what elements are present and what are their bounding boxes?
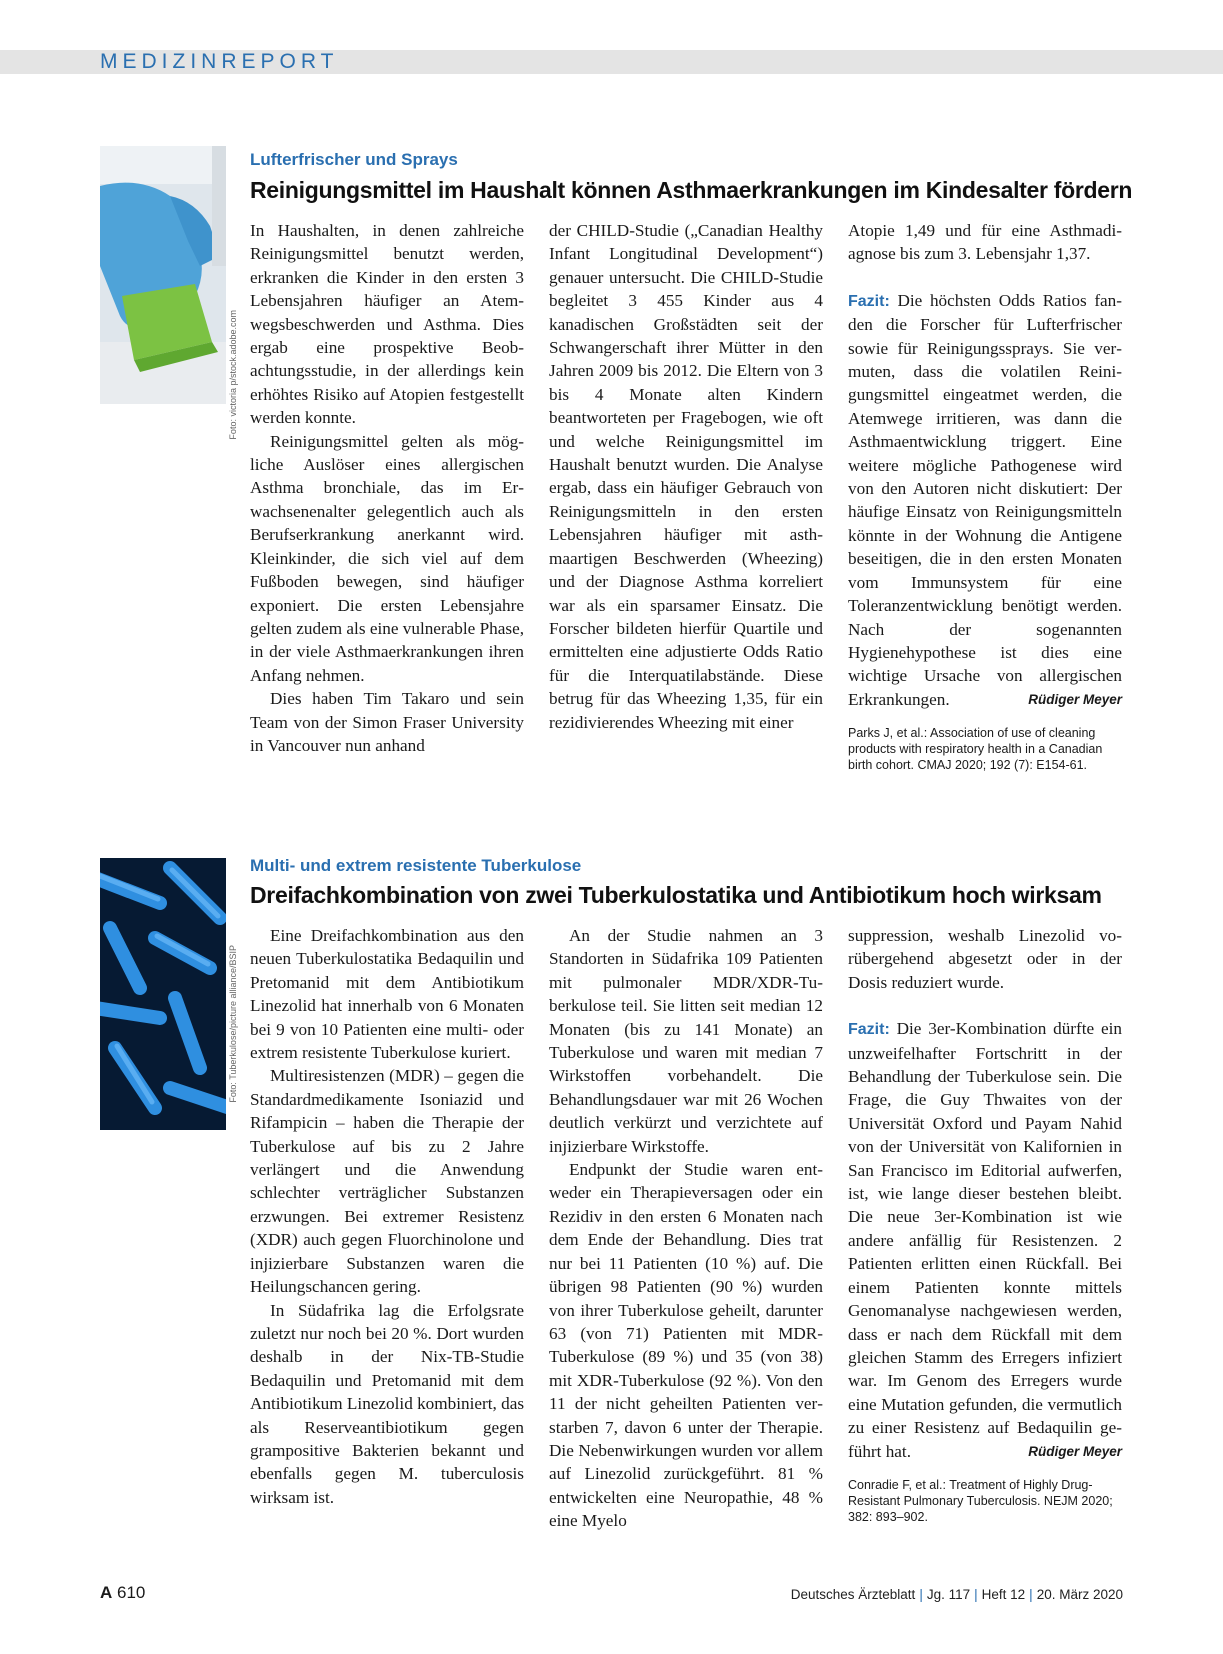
page-prefix: A bbox=[100, 1583, 113, 1602]
article-headline: Reinigungsmittel im Haushalt können Asthmaerkrankungen im Kindesalter fördern bbox=[250, 177, 1133, 203]
article-kicker: Lufterfrischer und Sprays bbox=[250, 150, 458, 169]
separator: | bbox=[919, 1587, 923, 1602]
paragraph: In Südafrika lag die Erfolgsrate zuletzt nur noch bei 20 %. Dort wurden deshalb in der Nix-TB-Studie Bedaquilin und Pretomanid mit dem Antibiotikum Linezolid kombiniert, das als Reserveantibiotikum gegen grampositive Bakterien bekannt und ebenfalls gegen M. tuberculosis wirksam ist. bbox=[250, 1300, 525, 1507]
section-label: MEDIZINREPORT bbox=[100, 50, 339, 73]
reference: Parks J, et al.: Association of use of cleaning products with respiratory health in a Canadian birth cohort. CMAJ 2020; 192 (7): E154-61. bbox=[848, 726, 1103, 773]
paragraph: Multiresistenzen (MDR) – gegen die Standardmedikamente Isoniazid und Rifampicin – haben die Therapie der Tuberkulose auf bis zu 2 Jahre verlängert und die Anwendung schlechter verträglicher Substanzen erzwungen. Bei extremer Resistenz (XDR) auch gegen Fluorchinolone und injizierbare Substanzen waren die Heilungschancen gering. bbox=[250, 1066, 524, 1297]
separator: | bbox=[974, 1587, 978, 1602]
separator: | bbox=[1029, 1587, 1033, 1602]
journal-name: Deutsches Ärzteblatt bbox=[790, 1587, 916, 1602]
tuberculosis-bacteria-photo bbox=[100, 858, 226, 1130]
photo-credit: Foto: victoria p/stock.adobe.com bbox=[228, 310, 238, 440]
fazit-label: Fazit: bbox=[848, 1021, 890, 1039]
fazit-paragraph bbox=[848, 1017, 1122, 1463]
page-number-value: 610 bbox=[117, 1583, 146, 1602]
photo-credit: Foto: Tuberkulose/picture alliance/BSIP bbox=[228, 945, 238, 1103]
reference: Conradie F, et al.: Treatment of Highly Drug-Resistant Pulmonary Tuberculosis. NEJM 2020; 382: 893–902. bbox=[848, 1477, 1113, 1524]
cleaning-glove-photo bbox=[100, 146, 226, 404]
author: Rüdiger Meyer bbox=[1028, 691, 1122, 707]
date: 20. März 2020 bbox=[1036, 1587, 1123, 1602]
issue: Heft 12 bbox=[981, 1587, 1026, 1602]
volume: Jg. 117 bbox=[926, 1587, 971, 1602]
article-column bbox=[848, 924, 1122, 1525]
journal-info bbox=[791, 1587, 1123, 1602]
article-column bbox=[848, 219, 1122, 773]
paragraph: Reinigungsmittel gelten als mögliche Auslöser eines allergischen Asthma bronchiale, das im Erwachsenenalter gelegentlich auch als Berufserkrankung anerkannt wird. Kleinkinder, die sich viel auf dem Fußboden bewegen, sind häufiger exponiert. Die ersten Lebensjahre gelten zudem als eine vulnerable Phase, in der viele Asthmaerkrankungen ihren Anfang nehmen. bbox=[250, 431, 524, 685]
author: Rüdiger Meyer bbox=[1028, 1443, 1122, 1459]
fazit-text: Die höchsten Odds Ratios fanden die Forscher für Lufterfrischer sowie für Reinigungssprays. Sie vermuten, dass die volatilen Reinigungsmittel eingeatmet werden, die Atemwege irritieren, was dann die Asthmaentwicklung triggert. Eine weitere mögliche Pathogenese wird von den Autoren nicht diskutiert: Der häufige Einsatz von Reinigungsmitteln könnte in der Wohnung die Antigene beseitigen, die in den ersten Monaten vom Immunsystem für eine Toleranzentwicklung benötigt werden. Nach der sogenannten Hygienehypothese ist dies eine wichtige Ursache von allergischen Erkrankungen. bbox=[848, 290, 1122, 709]
paragraph: Endpunkt der Studie waren entweder ein Therapieversagen oder ein Rezidiv in den ersten 6 Monaten nach dem Ende der Behandlung. Dies trat nur bei 11 Patienten (10 %) auf. Die übrigen 98 Patienten (90 %) wurden von ihrer Tuberkulose geheilt, darunter 63 (von 71) Patienten mit MDR-Tuberkulose (89 %) und 35 (von 38) mit XDR-Tuberkulose (92 %). Von den 11 der nicht geheilten Patienten verstarben 7, davon 6 unter der Therapie. Die Nebenwirkungen wurden vor allem auf Linezolid zurückgeführt. 81 % entwickelten eine Neuropathie, 48 % eine Myelo bbox=[549, 1160, 823, 1531]
article-headline: Dreifachkombination von zwei Tuberkulostatika und Antibiotikum hoch wirksam bbox=[250, 882, 1102, 908]
paragraph: In Haushalten, in denen zahlreiche Reinigungsmittel benutzt werden, erkranken die Kinder in den ersten 3 Lebensjahren häufiger an Atemwegsbeschwerden und Asthma. Dies ergab eine prospektive Beobachtungsstudie, in der allerdings kein erhöhtes Risiko auf Atopien festgestellt werden konnte. bbox=[250, 221, 524, 428]
paragraph: Atopie 1,49 und für eine Asthmadiagnose bis zum 3. Lebensjahr 1,37. bbox=[848, 221, 1122, 264]
fazit-label: Fazit: bbox=[848, 292, 890, 310]
fazit-paragraph bbox=[848, 289, 1122, 711]
article-column bbox=[250, 924, 524, 1509]
fazit-text: Die 3er-Kombination dürfte ein unzweifelhafter Fortschritt in der Behandlung der Tuberkulose sein. Die Frage, die Guy Thwaites von der Universität Oxford und Payam Nahid von der Universität von Kalifornien in San Francisco im Editorial aufwerfen, ist, wie lange dieser bestehen bleibt. Die neue 3er-Kombination ist wie andere anfällig für Resistenzen. 2 Patienten erlitten einen Rückfall. Bei einem Patienten konnte mittels Genomanalyse nachgewiesen werden, dass er nach dem Rückfall mit dem gleichen Stamm des Erregers infiziert war. Im Genom des Erregers wurde eine Mutation gefunden, die vermutlich zu einer Resistenz auf Bedaquilin geführt hat. bbox=[848, 1019, 1122, 1461]
paragraph: Eine Dreifachkombination aus den neuen Tuberkulostatika Bedaquilin und Pretomanid mit dem Antibiotikum Linezolid hat innerhalb von 6 Monaten bei 9 von 10 Patienten eine multi- oder extrem resistente Tuberkulose kuriert. bbox=[250, 926, 524, 1063]
article-column bbox=[250, 219, 524, 757]
paragraph: An der Studie nahmen an 3 Standorten in Südafrika 109 Patienten mit pulmonaler MDR/XDR-Tuberkulose teil. Sie litten seit median 12 Monaten (bis zu 141 Monate) an Tuberkulose und waren mit median 7 Wirkstoffen vorbehandelt. Die Behandlungsdauer war mit 26 Wochen deutlich verkürzt und verzichtete auf injizierbare Wirkstoffe. bbox=[549, 926, 823, 1156]
article-column bbox=[549, 219, 823, 734]
paragraph: Dies haben Tim Takaro und sein Team von der Simon Fraser University in Vancouver nun anhand bbox=[250, 689, 524, 755]
paragraph: der CHILD-Studie („Canadian Healthy Infant Longitudinal Development“) genauer untersucht. Die CHILD-Studie begleitet 3 455 Kinder aus 4 kanadischen Großstädten seit der Schwangerschaft ihrer Mütter in den Jahren 2009 bis 2012. Die Eltern von 3 bis 4 Monate alten Kindern beantworteten per Fragebogen, wie oft und welche Reinigungsmittel im Haushalt benutzt wurden. Die Analyse ergab, dass ein häufiger Gebrauch von Reinigungsmitteln in den ersten Lebensjahren häufiger mit asthmaartigen Beschwerden (Wheezing) und der Diagnose Asthma korreliert war als ein sparsamer Einsatz. Die Forscher bildeten hierfür Quartile und ermittelten eine adjustierte Odds Ratio für die Interquatilabstände. Diese betrug für das Wheezing 1,35, für ein rezidivierendes Wheezing mit einer bbox=[549, 221, 823, 732]
article-kicker: Multi- und extrem resistente Tuberkulose bbox=[250, 856, 582, 875]
page-number bbox=[100, 1583, 145, 1603]
article-column bbox=[549, 924, 823, 1533]
paragraph: suppression, weshalb Linezolid vorübergehend abgesetzt oder in der Dosis reduziert wurde. bbox=[848, 926, 1122, 992]
